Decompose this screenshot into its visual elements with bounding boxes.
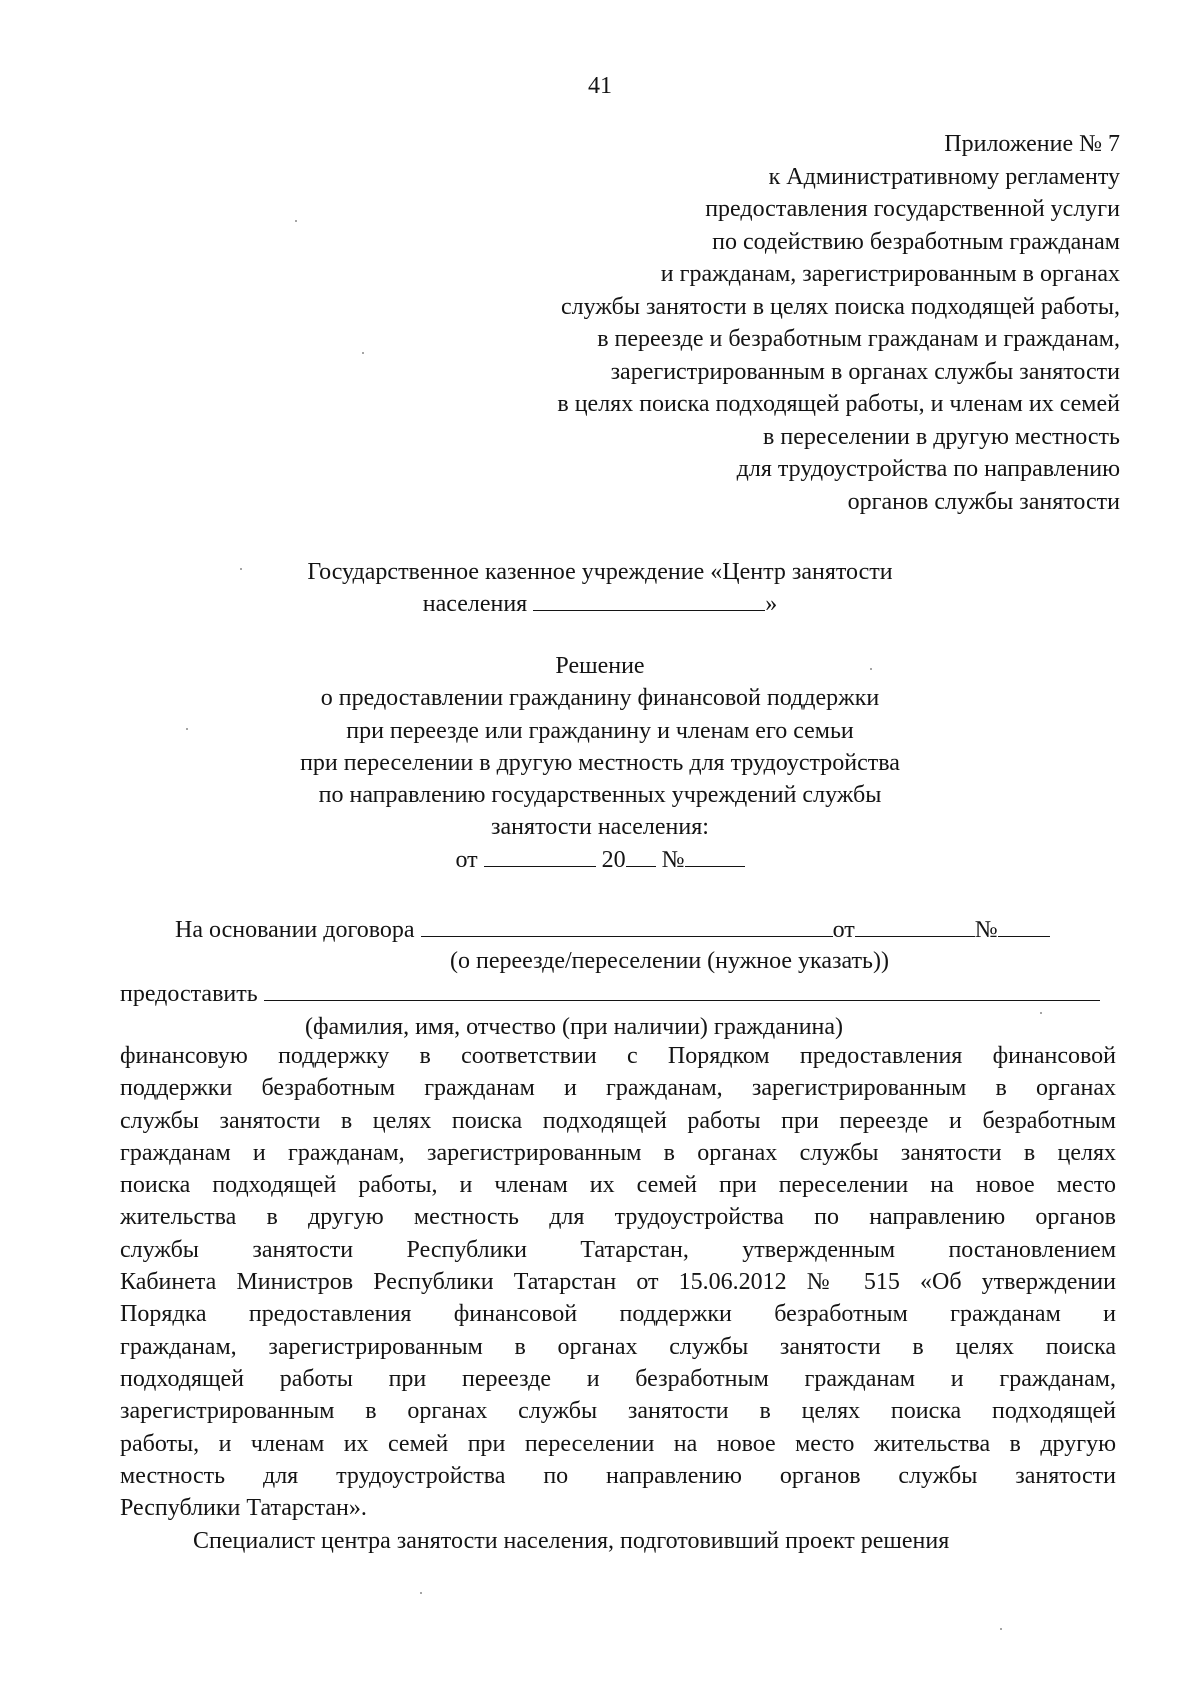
decision-line: по направлению государственных учреждений службы <box>318 782 882 809</box>
organization-block <box>0 556 1200 620</box>
scan-speck <box>1000 1628 1002 1630</box>
body-line: поиска подходящей работы, и членам их семей при переселении на новое место <box>120 1172 1116 1199</box>
citizen-caption: (фамилия, имя, отчество (при наличии) гражданина) <box>305 1014 844 1040</box>
scan-speck <box>362 352 364 354</box>
date-year-label: 20 <box>601 846 626 873</box>
body-line: жительства в другую местность для трудоустройства по направлению органов <box>120 1204 1116 1231</box>
decision-block <box>0 650 1200 876</box>
contract-label: На основании договора <box>175 917 415 943</box>
scan-speck <box>295 220 297 222</box>
decision-line: занятости населения: <box>491 814 709 841</box>
body-line: Кабинета Министров Республики Татарстан от 15.06.2012 № 515 «Об утверждении <box>120 1269 1116 1296</box>
body-line: службы занятости Республики Татарстан, утвержденным постановлением <box>120 1236 1116 1263</box>
decision-title: Решение <box>555 653 645 679</box>
scan-speck <box>1040 1012 1042 1014</box>
body-line: местность для трудоустройства по направлению органов службы занятости <box>120 1462 1116 1489</box>
page-number: 41 <box>588 73 612 99</box>
appendix-line: к Административному регламенту <box>768 163 1120 190</box>
contract-number-label: № <box>974 917 998 943</box>
contract-date-blank[interactable] <box>855 914 975 937</box>
decision-line: при переезде или гражданину и членам его семьи <box>346 717 854 744</box>
appendix-line: в переезде и безработным гражданам и гражданам, <box>597 326 1120 352</box>
number-label: № <box>661 846 685 873</box>
appendix-line: в переселении в другую местность <box>763 423 1120 450</box>
scan-speck <box>870 668 872 670</box>
year-blank[interactable] <box>626 844 656 867</box>
contract-type-blank[interactable] <box>421 914 833 937</box>
contract-number-blank[interactable] <box>998 914 1050 937</box>
decision-line: при переселении в другую местность для трудоустройства <box>300 749 900 776</box>
provide-label: предоставить <box>120 981 258 1007</box>
organization-quote: » <box>765 591 778 617</box>
body-line: службы занятости в целях поиска подходящей работы при переезде и безработным <box>120 1107 1116 1134</box>
organization-name-blank[interactable] <box>533 588 765 611</box>
appendix-line: для трудоустройства по направлению <box>736 456 1120 482</box>
appendix-line: и гражданам, зарегистрированным в органах <box>660 261 1120 287</box>
organization-line-2 <box>0 588 1200 620</box>
appendix-header <box>360 128 1120 518</box>
contract-caption: (о переезде/переселении (нужное указать)) <box>450 948 889 974</box>
date-from-label: от <box>455 846 478 873</box>
body-line: гражданам, зарегистрированным в органах службы занятости в целях поиска <box>120 1333 1116 1360</box>
contract-from-label: от <box>832 917 855 943</box>
body-line: работы, и членам их семей при переселении на новое место жительства в другую <box>120 1430 1116 1457</box>
body-line: гражданам и гражданам, зарегистрированным в органах службы занятости в целях <box>120 1139 1116 1166</box>
body-line: финансовую поддержку в соответствии с Порядком предоставления финансовой <box>120 1043 1116 1069</box>
citizen-name-blank[interactable] <box>264 978 1100 1001</box>
body-paragraph <box>120 1040 1116 1524</box>
appendix-line: Приложение № 7 <box>944 131 1120 157</box>
appendix-line: органов службы занятости <box>847 488 1120 515</box>
body-line: зарегистрированным в органах службы занятости в целях поиска подходящей <box>120 1398 1116 1425</box>
body-line: Порядка предоставления финансовой поддержки безработным гражданам и <box>120 1301 1116 1328</box>
appendix-line: зарегистрированным в органах службы занятости <box>610 358 1120 385</box>
number-blank[interactable] <box>685 844 745 867</box>
scan-speck <box>420 1592 422 1594</box>
appendix-line: по содействию безработным гражданам <box>712 228 1120 255</box>
scan-speck <box>240 568 242 570</box>
body-line: поддержки безработным гражданам и гражданам, зарегистрированным в органах <box>120 1075 1116 1102</box>
contract-line <box>175 914 1115 945</box>
scan-speck <box>186 728 188 730</box>
appendix-line: службы занятости в целях поиска подходящей работы, <box>561 293 1120 320</box>
appendix-line: в целях поиска подходящей работы, и членам их семей <box>557 391 1120 417</box>
decision-date-line <box>0 844 1200 876</box>
organization-line: Государственное казенное учреждение «Центр занятости <box>307 559 893 585</box>
date-blank[interactable] <box>484 844 596 867</box>
provide-line <box>120 978 1120 1009</box>
body-line: Республики Татарстан». <box>120 1495 367 1522</box>
appendix-line: предоставления государственной услуги <box>705 196 1120 222</box>
body-line: подходящей работы при переезде и безработным гражданам и гражданам, <box>120 1365 1116 1392</box>
organization-label: населения <box>422 591 528 617</box>
decision-line: о предоставлении гражданину финансовой поддержки <box>320 685 880 712</box>
specialist-line: Специалист центра занятости населения, подготовивший проект решения <box>193 1528 950 1554</box>
